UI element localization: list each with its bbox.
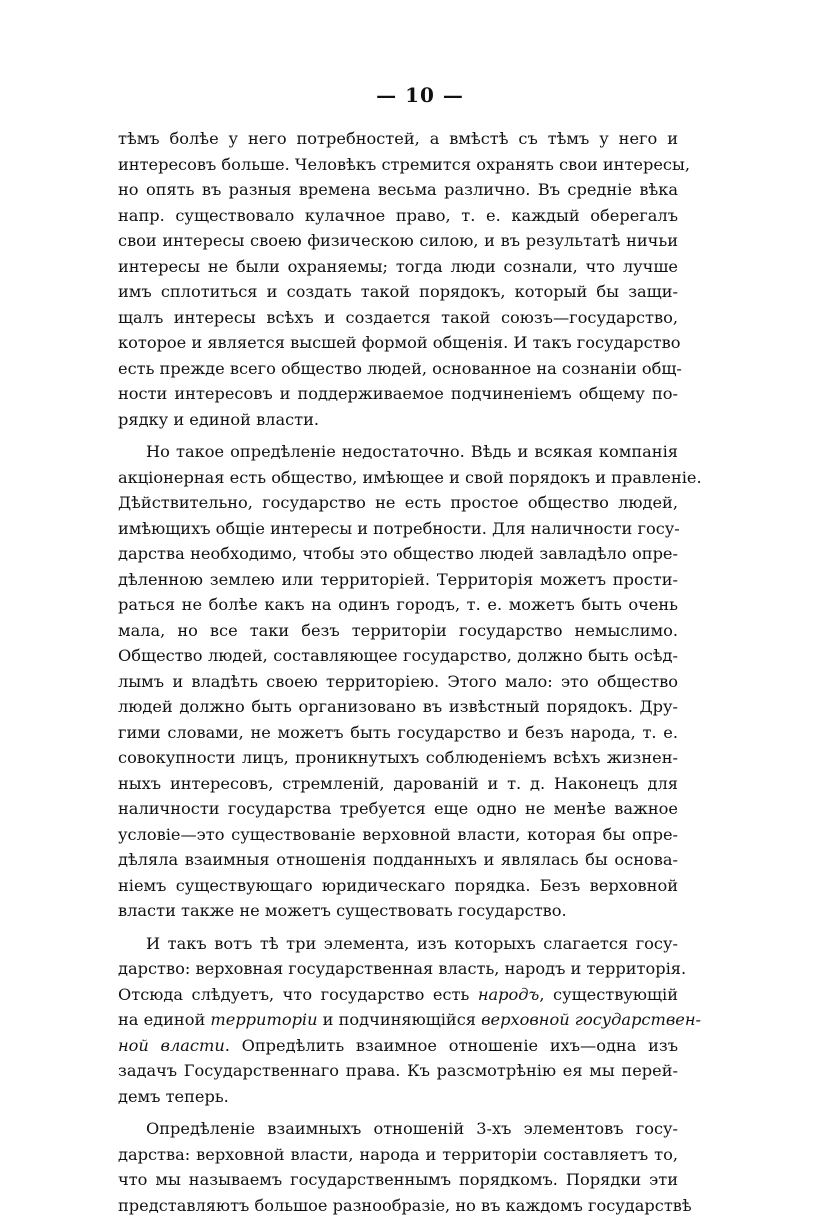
text-line: напр. существовало кулачное право, т. е. каждый оберегалъ <box>118 203 678 229</box>
text-line: Но такое опредѣленіе недостаточно. Вѣдь и всякая компанія <box>118 439 678 465</box>
text-line: наличности государства требуется еще одно не менѣе важное <box>118 796 678 822</box>
text-line: интересы не были охраняемы; тогда люди сознали, что лучше <box>118 254 678 280</box>
text-line: людей должно быть организовано въ извѣстный порядокъ. Дру- <box>118 694 678 720</box>
text-line: раться не болѣе какъ на одинъ городъ, т. е. можетъ быть очень <box>118 592 678 618</box>
page-number: — 10 — <box>0 83 840 107</box>
text-line: совокупности лицъ, проникнутыхъ соблюденіемъ всѣхъ жизнен- <box>118 745 678 771</box>
text-line: свои интересы своею физическою силою, и въ результатѣ ничьи <box>118 228 678 254</box>
text-line: на единой территоріи и подчиняющійся верховной государствен- <box>118 1007 678 1033</box>
text-line: тѣмъ болѣе у него потребностей, а вмѣстѣ съ тѣмъ у него и <box>118 126 678 152</box>
text-line: интересовъ больше. Человѣкъ стремится охранять свои интересы, <box>118 152 678 178</box>
text-line: И такъ вотъ тѣ три элемента, изъ которыхъ слагается госу- <box>118 931 678 957</box>
text-line: дарства необходимо, чтобы это общество людей завладѣло опре- <box>118 541 678 567</box>
paragraph <box>118 1116 678 1218</box>
paragraph <box>118 126 678 432</box>
text-line: Опредѣленіе взаимныхъ отношеній 3-хъ элементовъ госу- <box>118 1116 678 1142</box>
text-line: задачъ Государственнаго права. Къ разсмотрѣнію ея мы перей- <box>118 1058 678 1084</box>
text-line: ніемъ существующаго юридическаго порядка. Безъ верховной <box>118 873 678 899</box>
text-line: демъ теперь. <box>118 1084 678 1110</box>
text-line: ной власти. Опредѣлить взаимное отношеніе ихъ—одна изъ <box>118 1033 678 1059</box>
text-line: представляютъ большое разнообразіе, но въ каждомъ государствѣ <box>118 1193 678 1218</box>
text-line: рядку и единой власти. <box>118 407 678 433</box>
text-line: имѣющихъ общіе интересы и потребности. Для наличности госу- <box>118 516 678 542</box>
text-line: лымъ и владѣть своею территоріею. Этого мало: это общество <box>118 669 678 695</box>
text-line: мала, но все таки безъ территоріи государство немыслимо. <box>118 618 678 644</box>
text-line: которое и является высшей формой общенія. И такъ государство <box>118 330 678 356</box>
text-line: есть прежде всего общество людей, основанное на сознаніи общ- <box>118 356 678 382</box>
text-line: но опять въ разныя времена весьма различно. Въ средніе вѣка <box>118 177 678 203</box>
text-line: акціонерная есть общество, имѣющее и свой порядокъ и правленіе. <box>118 465 678 491</box>
text-line: гими словами, не можетъ быть государство и безъ народа, т. е. <box>118 720 678 746</box>
text-line: щалъ интересы всѣхъ и создается такой союзъ—государство, <box>118 305 678 331</box>
body-text <box>118 126 678 1218</box>
text-line: Дѣйствительно, государство не есть простое общество людей, <box>118 490 678 516</box>
text-line: дарства: верховной власти, народа и территоріи составляетъ то, <box>118 1142 678 1168</box>
text-line: имъ сплотиться и создать такой порядокъ, который бы защи- <box>118 279 678 305</box>
text-line: дарство: верховная государственная власть, народъ и территорія. <box>118 956 678 982</box>
paragraph <box>118 931 678 1110</box>
text-line: что мы называемъ государственнымъ порядкомъ. Порядки эти <box>118 1167 678 1193</box>
text-line: условіе—это существованіе верховной власти, которая бы опре- <box>118 822 678 848</box>
text-line: ныхъ интересовъ, стремленій, дарованій и т. д. Наконецъ для <box>118 771 678 797</box>
text-line: дѣленною землею или территоріей. Территорія можетъ прости- <box>118 567 678 593</box>
text-line: Общество людей, составляющее государство, должно быть осѣд- <box>118 643 678 669</box>
text-line: ности интересовъ и поддерживаемое подчиненіемъ общему по- <box>118 381 678 407</box>
text-line: Отсюда слѣдуетъ, что государство есть народъ, существующій <box>118 982 678 1008</box>
text-line: дѣляла взаимныя отношенія подданныхъ и являлась бы основа- <box>118 847 678 873</box>
text-line: власти также не можетъ существовать государство. <box>118 898 678 924</box>
paragraph <box>118 439 678 924</box>
